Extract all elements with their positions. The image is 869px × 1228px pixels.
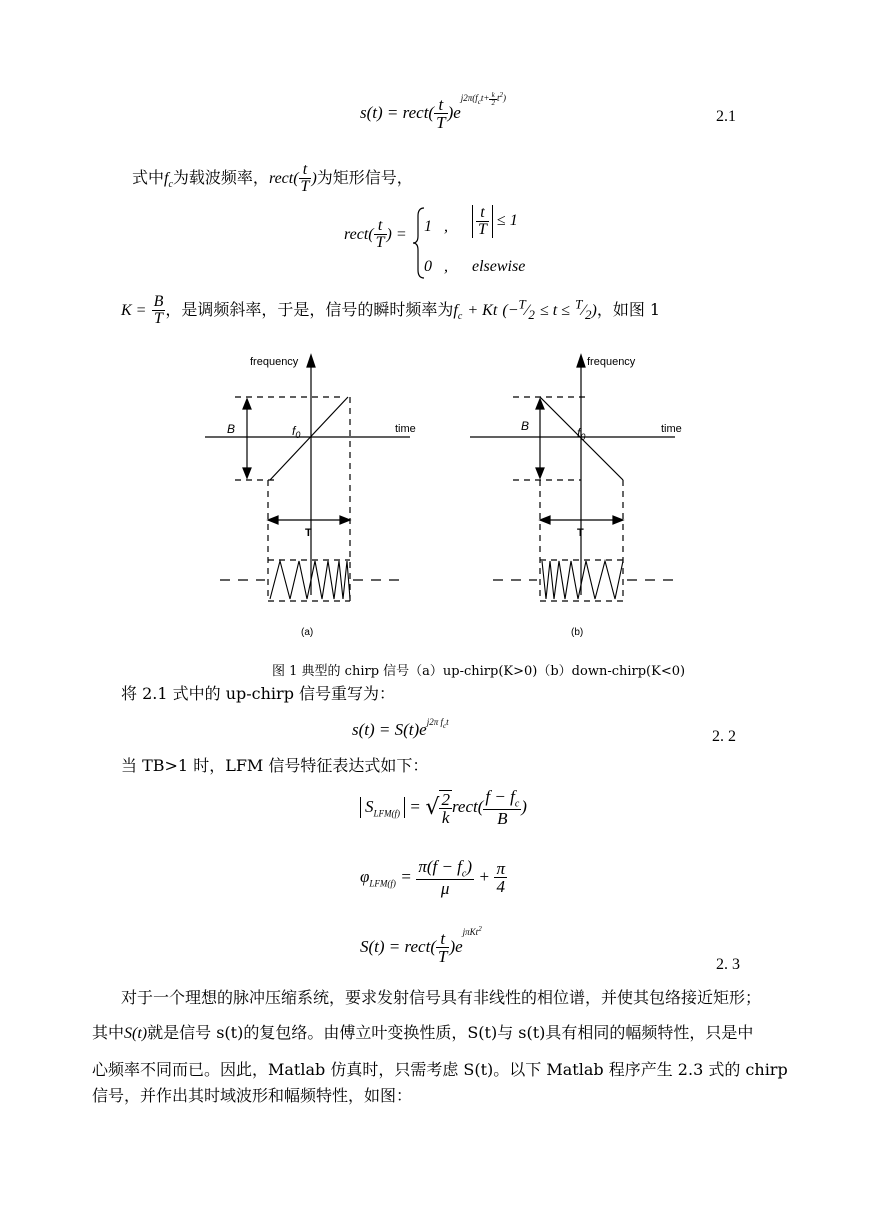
case-1: 1 (424, 218, 432, 235)
eq3-number: 2. 3 (716, 956, 740, 973)
paragraph-pulse-3: 心频率不同而已。因此，Matlab 仿真时，只需考虑 S(t)。以下 Matlab 程序产生 2.3 式的 chirp (92, 1060, 788, 1079)
rect-definition: rect( $\frac{t}{T}$ ) = (344, 217, 407, 251)
figure-a (205, 355, 410, 601)
eq1-lhs: s(t) = rect( (360, 103, 435, 122)
paragraph-slope: K = $\frac{B}{T}$ ，是调频斜率，于是，信号的瞬时频率为$f_c + Kt$ ($-^T⁄_2 \le t$ ≤ $^T⁄_2$)，如图 1 (121, 293, 661, 327)
lfm-phase: $\varphi_{LFM(f)}$ = $\frac{\pi(f - f_c)}{\mu}$ + $\frac{\pi}{4}$ (360, 857, 505, 899)
paragraph-pulse-2: 其中S(t)就是信号 s(t)的复包络。由傅立叶变换性质，S(t)与 s(t)具有相同的幅频特性，只是中 (92, 1023, 754, 1042)
case-2: 0 (424, 258, 432, 275)
equation-2-1 (360, 90, 506, 132)
a-f0: $f_0$ (292, 424, 301, 440)
b-f0: $f_0$ (577, 426, 586, 442)
paragraph-carrier: 式中$f_c$为载波频率，rect( $\frac{t}{T}$ )为矩形信号， (132, 161, 413, 195)
eq1-rhs: )e (447, 103, 461, 122)
b-xlabel: time (661, 423, 682, 435)
eq1-exponent: j2π(fct+ k 2 t2) (460, 90, 506, 107)
lfm-envelope: S(t) = rect( $\frac{t}{T}$ )$e^{j\pi Kt^2}$ (360, 925, 482, 966)
case-2-condition: elsewise (472, 258, 526, 275)
equation-2-2: $s(t) = S(t)e^{j2\pi f_ct}$ (352, 717, 449, 739)
paragraph-tb: 当 TB>1 时，LFM 信号特征表达式如下： (121, 756, 429, 775)
eq1-fraction: $\frac{t}{T}$ (436, 95, 446, 132)
figure-b (470, 355, 675, 601)
figure-1 (195, 345, 685, 645)
b-B: B (521, 419, 530, 433)
case-1-comma: , (444, 218, 448, 235)
a-B: B (227, 422, 236, 436)
a-xlabel: time (395, 423, 416, 435)
a-sub: (a) (301, 627, 314, 638)
b-T: T (577, 527, 584, 539)
case-2-comma: , (444, 258, 448, 275)
lfm-magnitude: $S_{LFM(f)}$ = √ $\frac{2}{k}$ rect( $\frac{f - f_c}{B}$ ) (360, 788, 527, 827)
b-ylabel: frequency (587, 356, 636, 368)
a-T: T (305, 527, 312, 539)
a-ylabel: frequency (250, 356, 299, 368)
paragraph-rewrite: 将 2.1 式中的 up-chirp 信号重写为： (121, 684, 396, 703)
b-sub: (b) (571, 627, 584, 638)
paragraph-pulse-1: 对于一个理想的脉冲压缩系统，要求发射信号具有非线性的相位谱，并使其包络接近矩形； (121, 988, 762, 1007)
paragraph-pulse-4: 信号，并作出其时域波形和幅频特性，如图： (92, 1086, 413, 1105)
eq2-number: 2. 2 (712, 728, 736, 745)
case-1-condition: $\frac{t}{T}$ ≤ 1 (472, 205, 518, 238)
figure-caption: 图 1 典型的 chirp 信号（a）up-chirp(K>0)（b）down-chirp(K<0) (272, 664, 686, 679)
eq1-number: 2.1 (716, 108, 736, 125)
